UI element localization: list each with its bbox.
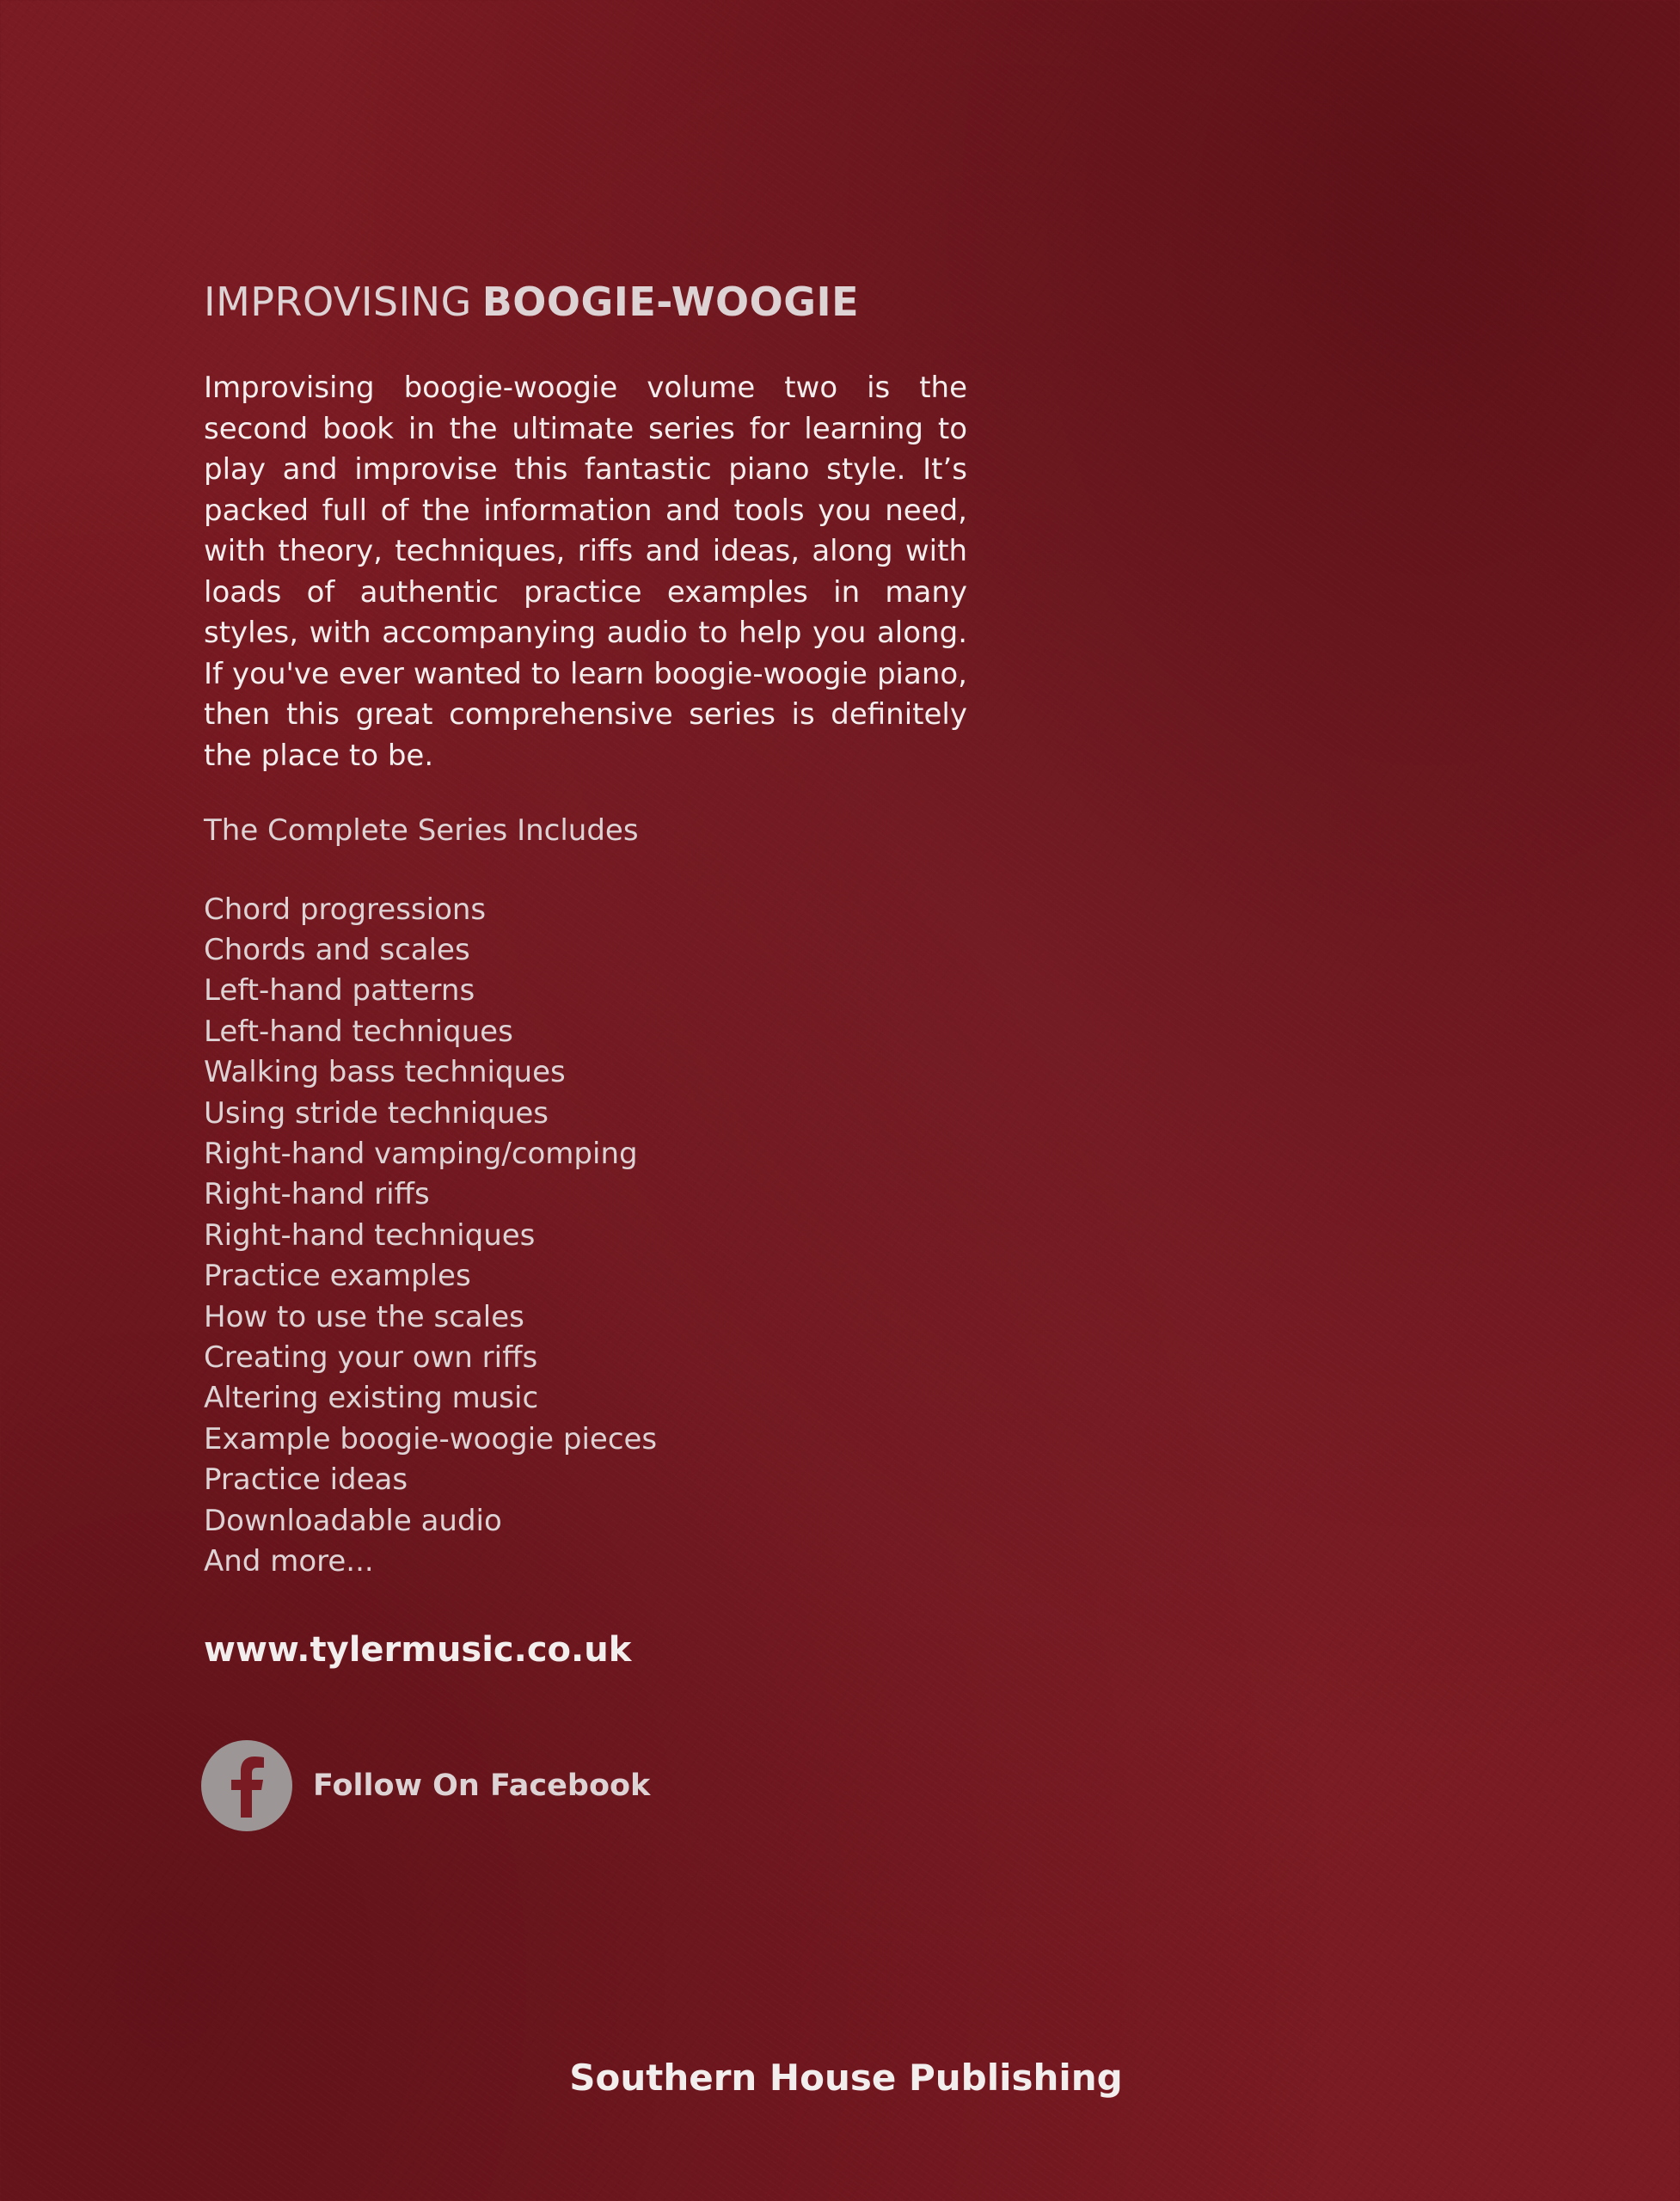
feature-item: How to use the scales	[204, 1299, 524, 1334]
feature-item: Chord progressions	[204, 892, 487, 927]
facebook-f-glyph	[221, 1754, 273, 1818]
feature-item: Right-hand riffs	[204, 1177, 430, 1212]
feature-item: Chords and scales	[204, 932, 470, 967]
feature-item: Example boogie-woogie pieces	[204, 1421, 658, 1456]
feature-item: Practice examples	[204, 1259, 471, 1294]
book-title-light: IMPROVISING	[204, 279, 472, 325]
facebook-follow-label[interactable]: Follow On Facebook	[313, 1769, 651, 1804]
book-title-bold: BOOGIE-WOOGIE	[481, 279, 860, 325]
feature-list	[204, 890, 967, 1583]
facebook-follow-link[interactable]	[201, 1740, 967, 1831]
feature-item: Walking bass techniques	[204, 1055, 566, 1090]
series-heading: The Complete Series Includes	[204, 813, 639, 848]
feature-item: Right-hand techniques	[204, 1217, 536, 1253]
feature-item: Creating your own riffs	[204, 1340, 538, 1375]
feature-item: Right-hand vamping/comping	[204, 1136, 638, 1171]
feature-item: Practice ideas	[204, 1462, 408, 1498]
website-link[interactable]: www.tylermusic.co.uk	[204, 1630, 632, 1671]
back-cover-content	[204, 273, 967, 1831]
feature-item: Using stride techniques	[204, 1095, 549, 1131]
book-description: Improvising boogie-woogie volume two is the second book in the ultimate series for learning to play and improvise this fantastic piano style. It’s packed full of the information and tools you need, with theory, techniques, riffs and ideas, along with loads of authentic practice examples in many styles, with accompanying audio to help you along. If you've ever wanted to learn boogie-woogie piano, then this great comprehensive series is definitely the place to be.	[204, 371, 967, 773]
feature-item: Downloadable audio	[204, 1503, 502, 1538]
book-title	[204, 273, 967, 330]
publisher-name: Southern House Publishing	[569, 2057, 1123, 2099]
feature-item: And more...	[204, 1544, 374, 1579]
facebook-icon[interactable]	[201, 1740, 292, 1831]
feature-item: Left-hand patterns	[204, 973, 475, 1009]
feature-item: Left-hand techniques	[204, 1014, 513, 1049]
feature-item: Altering existing music	[204, 1381, 539, 1416]
